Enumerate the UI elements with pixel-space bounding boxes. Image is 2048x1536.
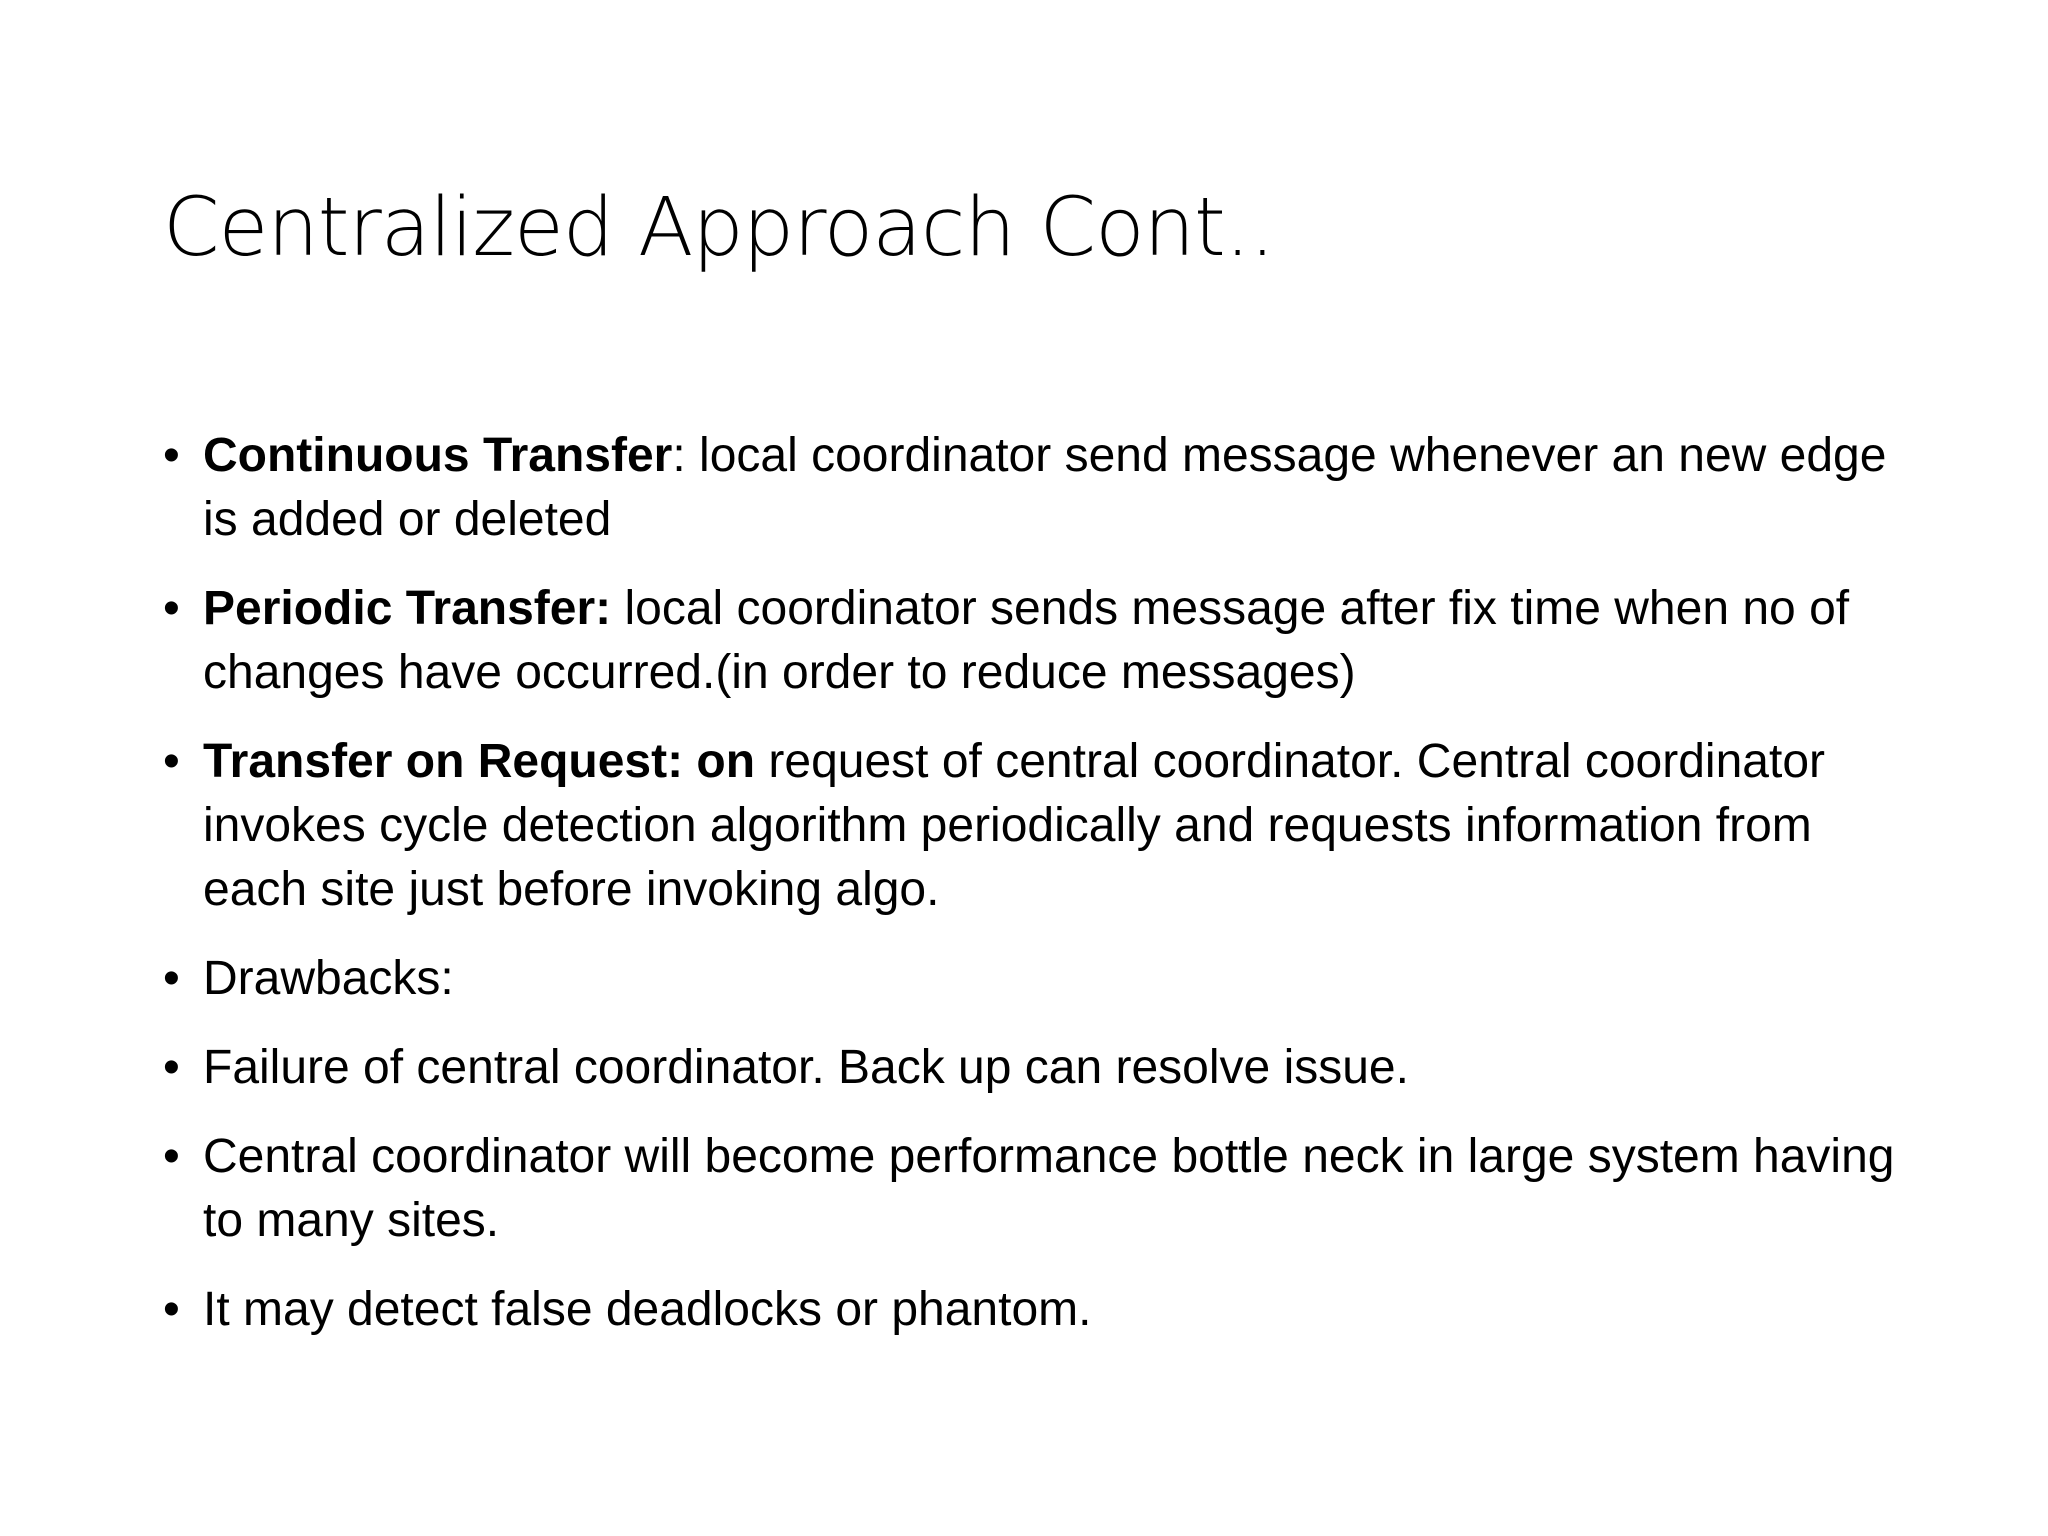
bullet-item-periodic-transfer xyxy=(163,577,1903,705)
bullet-icon: • xyxy=(163,1130,180,1183)
bullet-text: Drawbacks: xyxy=(203,952,454,1005)
bullet-icon: • xyxy=(163,952,180,1005)
bullet-text: : local coordinator send message whenever an new edge is added or deleted xyxy=(203,429,1887,546)
bullet-term: Continuous Transfer xyxy=(203,429,673,482)
bullet-text: Central coordinator will become performance bottle neck in large system having to many sites. xyxy=(203,1130,1895,1247)
bullet-text: Failure of central coordinator. Back up can resolve issue. xyxy=(203,1041,1409,1094)
bullet-term: Periodic Transfer: xyxy=(203,582,612,635)
slide-title: Centralized Approach Cont.. xyxy=(163,181,1275,275)
bullet-icon: • xyxy=(163,1041,180,1094)
bullet-icon: • xyxy=(163,1283,180,1336)
bullet-item-performance-bottleneck xyxy=(163,1125,1903,1253)
bullet-item-false-deadlocks xyxy=(163,1278,1903,1342)
bullet-item-transfer-on-request xyxy=(163,730,1903,922)
bullet-icon: • xyxy=(163,429,180,482)
bullet-item-continuous-transfer xyxy=(163,424,1903,552)
bullet-text: It may detect false deadlocks or phantom. xyxy=(203,1283,1092,1336)
bullet-item-drawbacks xyxy=(163,947,1903,1011)
bullet-term: Transfer on Request: on xyxy=(203,735,756,788)
bullet-list xyxy=(163,424,1903,1367)
bullet-icon: • xyxy=(163,582,180,635)
bullet-item-central-failure xyxy=(163,1036,1903,1100)
bullet-icon: • xyxy=(163,735,180,788)
bullet-text: request of central coordinator. Central coordinator invokes cycle detection algorithm periodically and requests information from each site just before invoking algo. xyxy=(203,735,1825,916)
bullet-text: local coordinator sends message after fix time when no of changes have occurred.(in order to reduce messages) xyxy=(203,582,1850,699)
